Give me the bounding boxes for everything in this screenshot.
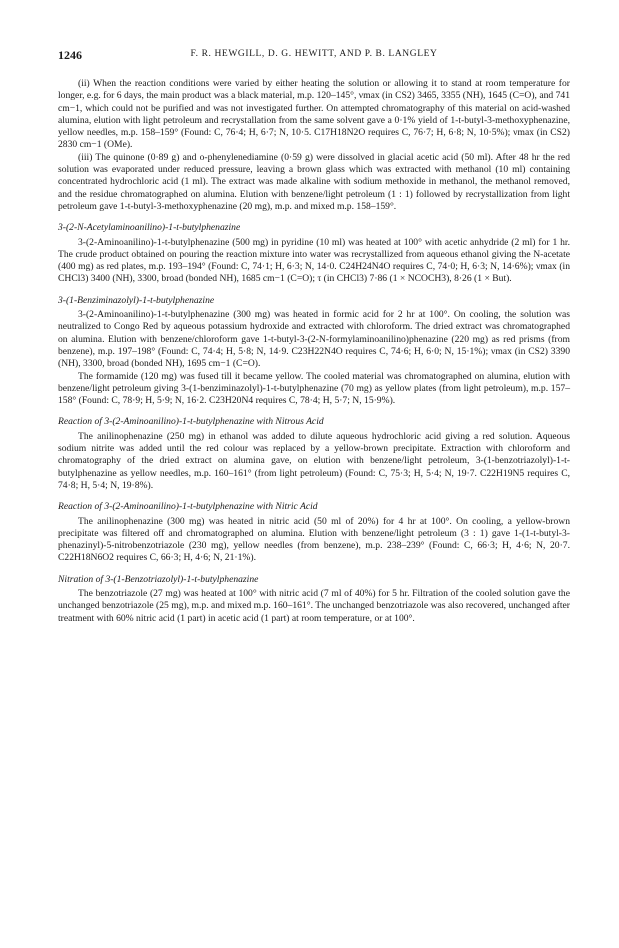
page-number: 1246 <box>58 48 82 62</box>
paragraph-acetylamino: 3-(2-Aminoanilino)-1-t-butylphenazine (500 mg) in pyridine (10 ml) was heated at 100° with acetic anhydride (2 ml) for 1 hr. The crude product obtained on pouring the reaction mixture into water was recrystallized from aqueous ethanol giving the N-acetate (400 mg) as red plates, m.p. 193–194° (Found: C, 74·1; H, 6·3; N, 14·0. C24H24N4O requires C, 74·0; H, 6·3; N, 14·6%); νmax (in CHCl3) 3400 (NH), 3300, broad (bonded NH), 1685 cm−1 (C=O); τ (in CHCl3) 7·86 (1 × NCOCH3), 8·26 (1 × But). <box>58 236 570 285</box>
paragraph-benziminazolyl-2: The formamide (120 mg) was fused till it became yellow. The cooled material was chromatographed on alumina, elution with benzene/light petroleum giving 3-(1-benziminazolyl)-1-t-butylphenazine (70 mg) as yellow plates (from light petroleum), m.p. 157–158° (Found: C, 78·9; H, 5·9; N, 16·2. C23H20N4 requires C, 78·4; H, 5·7; N, 15·9%). <box>58 370 570 407</box>
running-title: F. R. HEWGILL, D. G. HEWITT, AND P. B. LANGLEY <box>190 49 438 59</box>
article-body <box>58 78 570 625</box>
section-heading-nitrous-acid: Reaction of 3-(2-Aminoanilino)-1-t-butylphenazine with Nitrous Acid <box>58 416 324 428</box>
paragraph-ii: (ii) When the reaction conditions were varied by either heating the solution or allowing it to stand at room temperature for longer, e.g. for 6 days, the main product was a black material, m.p. 120–145°, νmax (in CS2) 3465, 3355 (NH), 1645 (C=O), and 741 cm−1, which could not be purified and was not investigated further. On attempted chromatography of this material on acid-washed alumina, elution with light petroleum and recrystallation from the same solvent gave a 0·1% yield of 1-t-butyl-3-methoxyphenazine, yellow needles, m.p. 158–159° (Found: C, 76·4; H, 6·7; N, 10·5. C17H18N2O requires C, 76·7; H, 6·8; N, 10·5%); νmax (in CS2) 2830 cm−1 (OMe). <box>58 78 570 151</box>
section-heading-nitric-acid: Reaction of 3-(2-Aminoanilino)-1-t-butylphenazine with Nitric Acid <box>58 501 318 513</box>
paragraph-nitration: The benzotriazole (27 mg) was heated at 100° with nitric acid (7 ml of 40%) for 5 hr. Filtration of the cooled solution gave the unchanged benzotriazole (25 mg), m.p. and mixed m.p. 160–161°. The unchanged benzotriazole was also recovered, unchanged after treatment with 60% nitric acid (1 part) in acetic acid (1 part) at room temperature, or at 100°. <box>58 587 570 624</box>
page-header <box>58 48 570 64</box>
paragraph-nitrous-acid: The anilinophenazine (250 mg) in ethanol was added to dilute aqueous hydrochloric acid giving a red solution. Aqueous sodium nitrite was added until the red colour was replaced by a yellow-brown precipitate. Extraction with chloroform and chromatography of the dried extract on alumina gave, on elution with benzene/light petroleum, 3-(1-benzotriazolyl)-1-t-butylphenazine as yellow needles, m.p. 160–161° (from light petroleum) (Found: C, 75·3; H, 5·4; N, 19·7. C22H19N5 requires C, 74·8; H, 5·4; N, 19·8%). <box>58 430 570 491</box>
section-heading-benziminazolyl: 3-(1-Benziminazolyl)-1-t-butylphenazine <box>58 294 215 306</box>
paragraph-nitric-acid: The anilinophenazine (300 mg) was heated in nitric acid (50 ml of 20%) for 4 hr at 100°. On cooling, a yellow-brown precipitate was filtered off and chromatographed on alumina. Elution with benzene/light petroleum (3 : 1) gave 1-(1-t-butyl-3-phenazinyl)-5-nitrobenzotriazole (230 mg), yellow needles (from benzene), m.p. 238–239° (Found: C, 66·3; H, 4·6; N, 20·7. C22H18N6O2 requires C, 66·3; H, 4·6; N, 21·1%). <box>58 515 570 564</box>
section-heading-nitration: Nitration of 3-(1-Benzotriazolyl)-1-t-butylphenazine <box>58 573 259 585</box>
paragraph-benziminazolyl-1: 3-(2-Aminoanilino)-1-t-butylphenazine (300 mg) was heated in formic acid for 2 hr at 100°. On cooling, the solution was neutralized to Congo Red by aqueous potassium hydroxide and extracted with chloroform. The dried extract was chromatographed on alumina. Elution with benzene/chloroform gave 1-t-butyl-3-(2-N-formylaminoanilino)phenazine (220 mg) as red prisms (from benzene), m.p. 197–198° (Found: C, 74·4; H, 5·8; N, 14·9. C23H22N4O requires C, 74·6; H, 6·0; N, 15·1%); νmax (in CS2) 3390 (NH), 3300, broad (bonded NH), 1695 cm−1 (C=O). <box>58 309 570 370</box>
section-heading-acetylamino: 3-(2-N-Acetylaminoanilino)-1-t-butylphenazine <box>58 222 241 234</box>
paragraph-iii: (iii) The quinone (0·89 g) and o-phenylenediamine (0·59 g) were dissolved in glacial acetic acid (50 ml). After 48 hr the red solution was evaporated under reduced pressure, leaving a brown glass which was extracted with methanol (10 ml) containing concentrated hydrochloric acid (1 ml). The extract was made alkaline with sodium methoxide in methanol, the methanol removed, and the residue chromatographed on alumina. Elution with benzene/light petroleum (1 : 1) followed by recrystallization from light petroleum gave 1-t-butyl-3-methoxyphenazine (20 mg), m.p. and mixed m.p. 158–159°. <box>58 151 570 212</box>
